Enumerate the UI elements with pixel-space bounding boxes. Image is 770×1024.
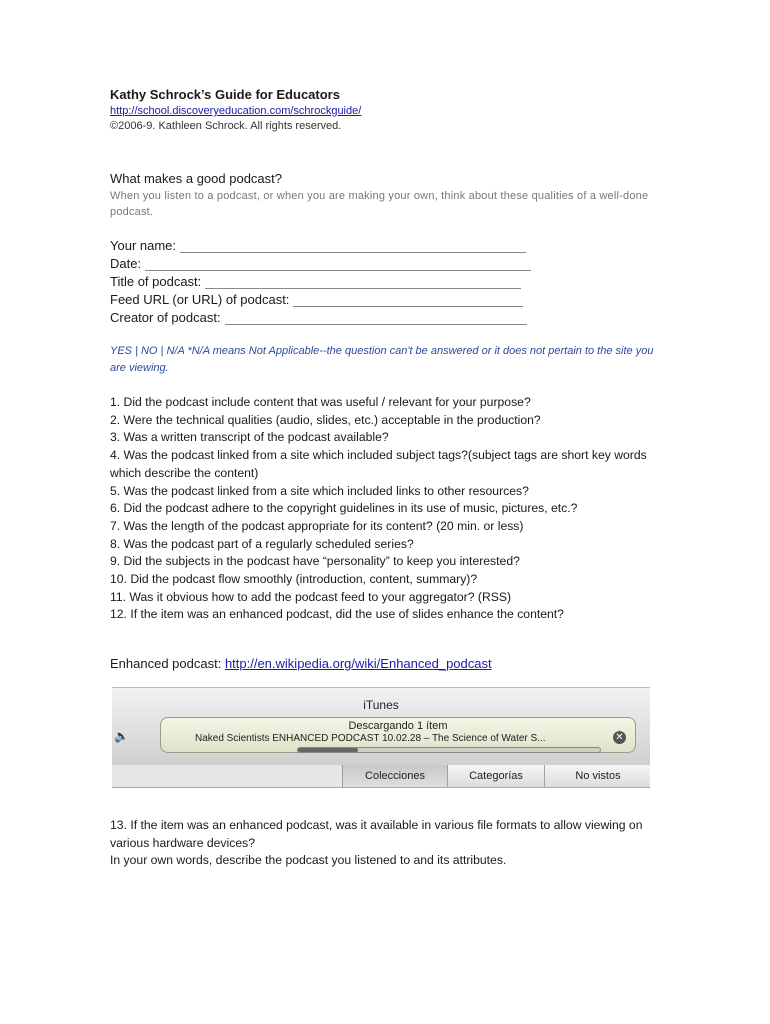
question-item: 7. Was the length of the podcast appropriate for its content? (20 min. or less) [110,518,524,533]
tab-no-vistos[interactable]: No vistos [544,765,650,787]
question-item: 1. Did the podcast include content that was useful / relevant for your purpose? [110,395,531,409]
itunes-tab-bar [112,765,650,788]
your-name-field[interactable] [110,238,526,253]
copyright-text: ©2006-9. Kathleen Schrock. All rights reserved. [110,120,342,132]
field-label: Creator of podcast: [110,310,221,325]
podcast-title-field[interactable] [110,274,521,289]
guide-title: Kathy Schrock’s Guide for Educators [110,87,340,102]
date-field[interactable] [110,256,531,271]
question-item: 3. Was a written transcript of the podcast available? [110,430,389,445]
answer-line[interactable] [205,276,521,289]
field-label: Feed URL (or URL) of podcast: [110,292,290,307]
question-item: 6. Did the podcast adhere to the copyright guidelines in its use of music, pictures, etc.? [110,501,578,516]
prompt-text: In your own words, describe the podcast you listened to and its attributes. [110,853,507,868]
question-item: 10. Did the podcast flow smoothly (introduction, content, summary)? [110,572,478,587]
field-label: Title of podcast: [110,274,202,289]
question-item: 9. Did the subjects in the podcast have “personality” to keep you interested? [110,554,520,569]
tab-colecciones[interactable]: Colecciones [342,765,447,787]
answer-line[interactable] [180,240,526,253]
field-label: Date: [110,256,142,271]
track-title: Naked Scientists ENHANCED PODCAST 10.02.28 – The Science of Water S... [195,733,546,744]
closing-questions [110,817,666,870]
close-icon[interactable]: ✕ [613,731,626,744]
field-label: Your name: [110,238,177,253]
question-item: 2. Were the technical qualities (audio, slides, etc.) acceptable in the production? [110,412,541,427]
itunes-status-display [160,717,636,753]
section-intro: When you listen to a podcast, or when you are making your own, think about these qualities of a well-done podcast. [110,190,649,218]
question-list [110,394,666,624]
enhanced-label: Enhanced podcast: [110,656,222,671]
section-title: What makes a good podcast? [110,171,282,186]
download-status: Descargando 1 ítem [348,720,448,732]
itunes-toolbar [112,687,650,767]
speaker-icon[interactable]: 🔈 [114,729,129,743]
itunes-window-title: iTunes [363,698,399,712]
question-item: 8. Was the podcast part of a regularly scheduled series? [110,536,414,551]
feed-url-field[interactable] [110,292,523,307]
question-item: 12. If the item was an enhanced podcast, did the use of slides enhance the content? [110,607,564,622]
question-item: 11. Was it obvious how to add the podcast feed to your aggregator? (RSS) [110,589,512,604]
question-item: 5. Was the podcast linked from a site which included links to other resources? [110,483,529,498]
guide-link[interactable]: http://school.discoveryeducation.com/schrockguide/ [110,105,362,117]
tab-categorias[interactable]: Categorías [447,765,544,787]
enhanced-podcast-link[interactable]: http://en.wikipedia.org/wiki/Enhanced_podcast [224,656,492,671]
download-progress-bar [297,747,601,753]
creator-field[interactable] [110,310,527,325]
itunes-screenshot [112,687,650,797]
question-item: 13. If the item was an enhanced podcast, was it available in various file formats to allow viewing on various hardware devices? [110,818,643,850]
answer-line[interactable] [225,312,527,325]
answer-line[interactable] [293,294,523,307]
answer-line[interactable] [145,258,531,271]
answer-legend: YES | NO | N/A *N/A means Not Applicable--the question can't be answered or it does not pertain to the site you are viewing. [110,345,654,374]
question-item: 4. Was the podcast linked from a site which included subject tags?(subject tags are short key words which describe the content) [110,448,647,480]
enhanced-podcast-line [110,656,492,671]
progress-fill [298,748,358,752]
